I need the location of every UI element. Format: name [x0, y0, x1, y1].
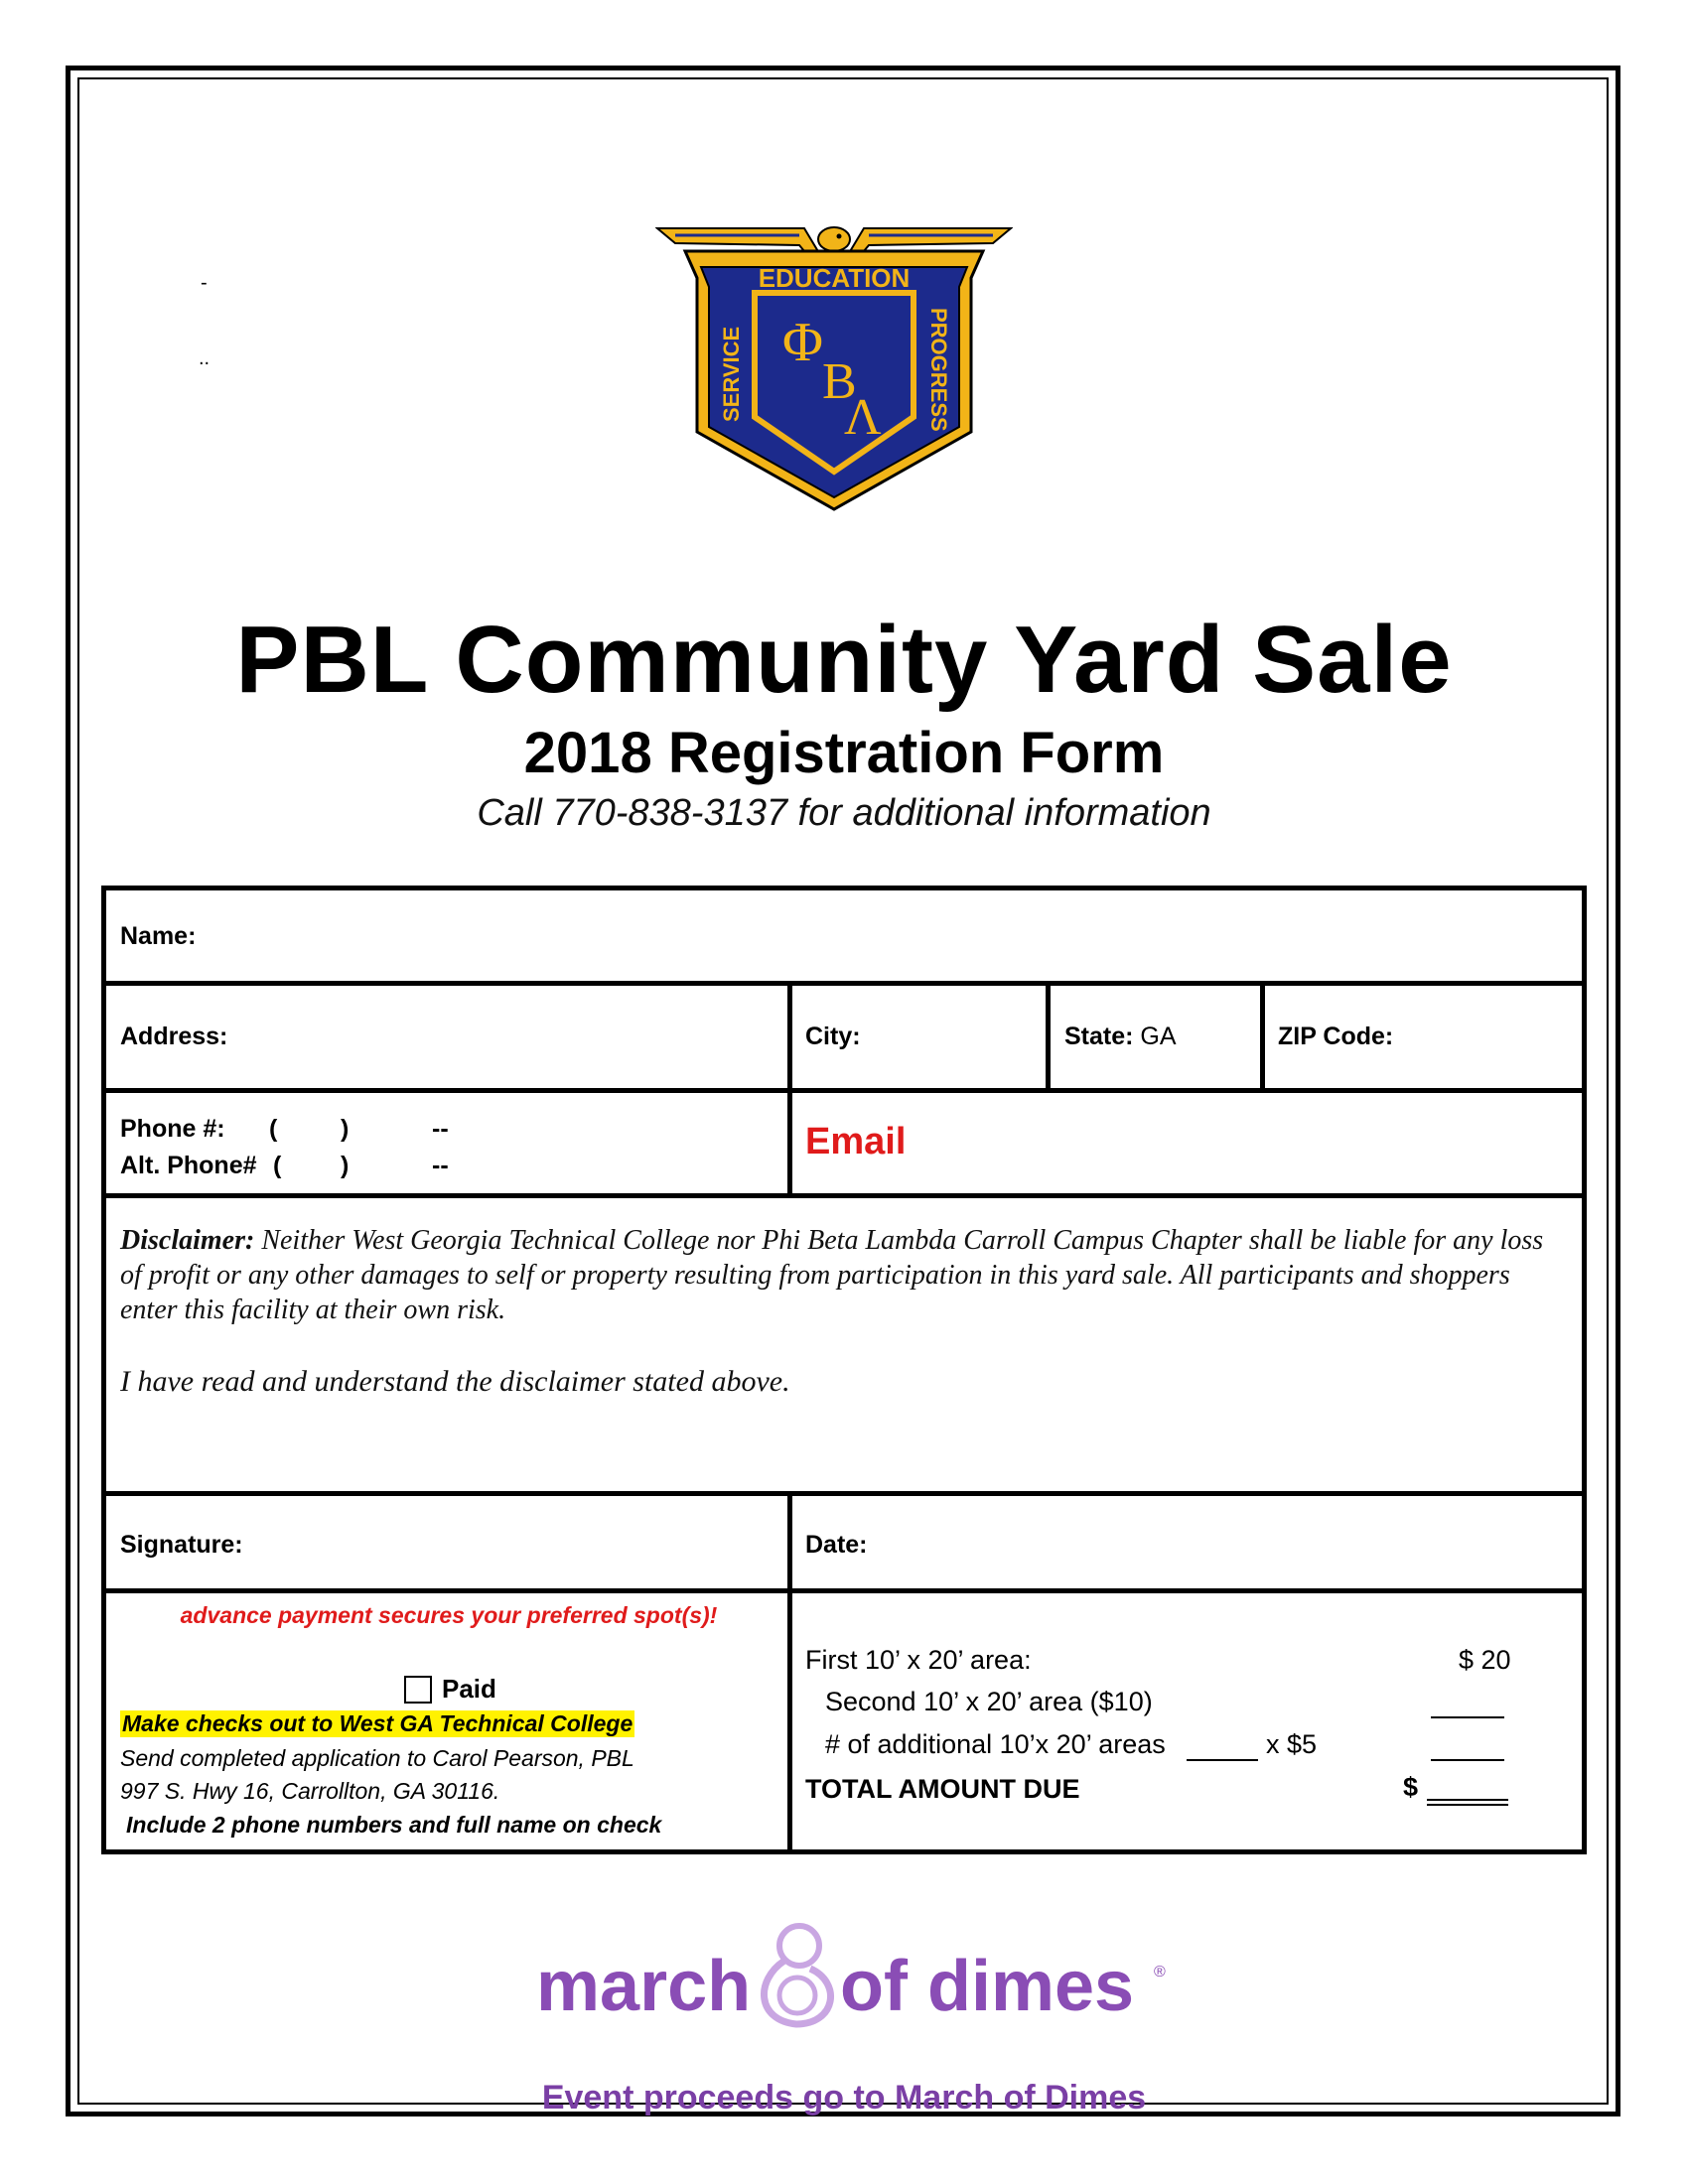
- crest-education-text: EDUCATION: [758, 263, 911, 293]
- alt-phone-close-paren: ): [341, 1152, 350, 1179]
- address-field[interactable]: [120, 1023, 227, 1051]
- send-address-line2: 997 S. Hwy 16, Carrollton, GA 30116.: [120, 1778, 500, 1804]
- send-address-line1: Send completed application to Carol Pearson, PBL: [120, 1745, 634, 1771]
- pbl-crest-logo: [655, 223, 1013, 511]
- email-label: Email: [805, 1121, 907, 1162]
- total-amount-blank[interactable]: [1427, 1799, 1508, 1801]
- paid-label: Paid: [442, 1674, 496, 1704]
- crest-lambda-letter: Λ: [844, 389, 882, 446]
- state-value: GA: [1140, 1023, 1177, 1050]
- acknowledgement-text: I have read and understand the disclaimer stated above.: [120, 1365, 790, 1398]
- paid-checkbox[interactable]: [404, 1676, 432, 1704]
- stray-dots: ..: [199, 347, 211, 369]
- fee-second-label: Second 10’ x 20’ area ($10): [825, 1687, 1153, 1716]
- date-label: Date:: [805, 1531, 868, 1559]
- include-note: Include 2 phone numbers and full name on check: [126, 1812, 662, 1838]
- crest-service-text: SERVICE: [719, 326, 744, 422]
- rule-phone-bottom: [106, 1193, 1582, 1198]
- proceeds-note: Event proceeds go to March of Dimes: [541, 2079, 1147, 2116]
- alt-phone-field[interactable]: [120, 1152, 257, 1180]
- contact-line: Call 770-838-3137 for additional information: [477, 792, 1211, 834]
- logo-registered-mark: ®: [1154, 1964, 1166, 1980]
- fee-additional-amount-blank[interactable]: [1431, 1759, 1504, 1761]
- rule-state-zip: [1260, 981, 1265, 1093]
- alt-phone-dash: --: [432, 1152, 449, 1179]
- name-field[interactable]: [120, 922, 196, 951]
- page-title: PBL Community Yard Sale: [235, 607, 1453, 713]
- city-field[interactable]: [805, 1023, 861, 1051]
- page-subtitle: 2018 Registration Form: [523, 721, 1165, 785]
- rule-signature-bottom: [106, 1588, 1582, 1593]
- fee-additional-label: # of additional 10’x 20’ areas: [825, 1729, 1166, 1759]
- disclaimer-lead: Disclaimer:: [120, 1225, 255, 1256]
- zip-label: ZIP Code:: [1278, 1023, 1394, 1050]
- logo-march-text: march: [536, 1947, 752, 2026]
- email-field[interactable]: [805, 1121, 906, 1163]
- zip-field[interactable]: [1278, 1023, 1393, 1051]
- checks-payable-note: Make checks out to West GA Technical College: [122, 1710, 633, 1736]
- total-amount-underline: [1427, 1804, 1508, 1806]
- phone-dash: --: [432, 1115, 449, 1143]
- disclaimer-text: [120, 1223, 1550, 1327]
- total-currency: $: [1403, 1772, 1419, 1802]
- phone-field[interactable]: [120, 1115, 225, 1144]
- disclaimer-body: Neither West Georgia Technical College nor Phi Beta Lambda Carroll Campus Chapter shall be liable for any loss of profit or any other damages to self or property resulting from participation in this yard sale. All participants and shoppers enter this facility at their own risk.: [120, 1225, 1544, 1325]
- march-of-dimes-logo: [536, 1921, 1172, 2030]
- total-label: TOTAL AMOUNT DUE: [805, 1774, 1080, 1804]
- fee-first-amount: $ 20: [1459, 1645, 1511, 1675]
- crest-beta-letter: B: [822, 353, 857, 410]
- city-label: City:: [805, 1023, 861, 1050]
- address-label: Address:: [120, 1023, 228, 1050]
- phone-open-paren: (: [269, 1115, 278, 1143]
- fee-multiplier: x $5: [1266, 1729, 1318, 1759]
- rule-disclaimer-bottom: [106, 1491, 1582, 1496]
- mother-baby-icon: [764, 1926, 830, 2024]
- paid-option[interactable]: [404, 1674, 496, 1705]
- logo-of-dimes-text: of dimes: [840, 1947, 1135, 2026]
- state-label: State:: [1064, 1023, 1134, 1050]
- alt-phone-open-paren: (: [273, 1152, 282, 1179]
- advance-payment-note: advance payment secures your preferred spot(s)!: [180, 1602, 718, 1628]
- fee-second-blank[interactable]: [1431, 1716, 1504, 1718]
- name-label: Name:: [120, 922, 197, 950]
- phone-close-paren: ): [341, 1115, 350, 1143]
- registration-form: [101, 886, 1587, 1854]
- rule-name-bottom: [106, 981, 1582, 986]
- date-field[interactable]: [805, 1531, 868, 1560]
- fee-first-label: First 10’ x 20’ area:: [805, 1645, 1032, 1675]
- alt-phone-label: Alt. Phone#: [120, 1152, 257, 1179]
- stray-dash: -: [201, 272, 208, 294]
- rule-col-divider-bottom: [787, 1491, 792, 1854]
- rule-address-bottom: [106, 1088, 1582, 1093]
- fee-additional-count-blank[interactable]: [1187, 1759, 1258, 1761]
- crest-progress-text: PROGRESS: [926, 308, 951, 432]
- rule-col-divider-top: [787, 981, 792, 1193]
- state-field[interactable]: [1064, 1023, 1177, 1051]
- crest-phi-letter: Φ: [782, 312, 823, 373]
- signature-field[interactable]: [120, 1531, 243, 1560]
- phone-label: Phone #:: [120, 1115, 225, 1143]
- signature-label: Signature:: [120, 1531, 243, 1559]
- rule-city-state: [1046, 981, 1051, 1093]
